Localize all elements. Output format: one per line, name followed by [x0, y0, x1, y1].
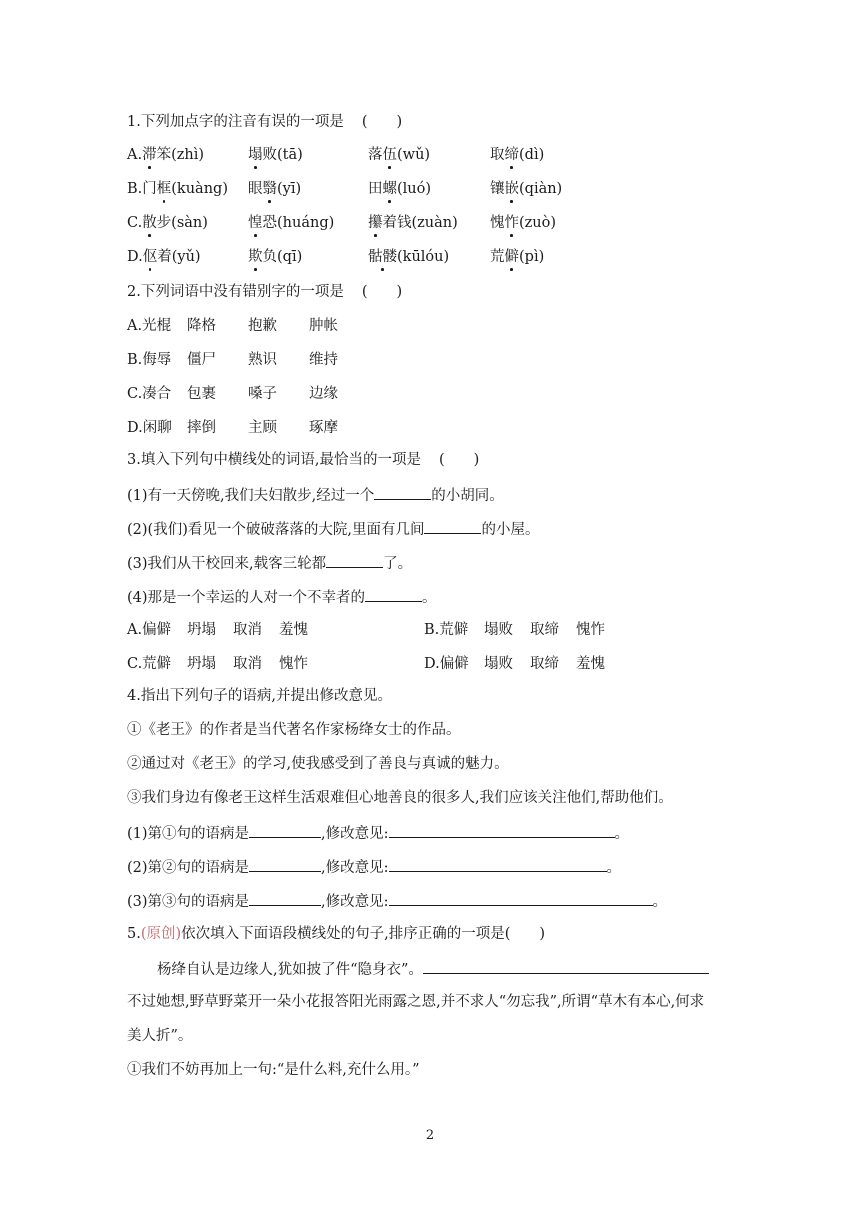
q4-a1-end: 。 — [614, 826, 630, 842]
q3-s2-text: (2)(我们)看见一个破破落落的大院,里面有几间 — [127, 522, 425, 538]
q2-option-c-word-4: 边缘 — [309, 386, 338, 402]
q1-answer-paren: ( ) — [361, 114, 403, 130]
q4-sentence-3: ③我们身边有像老王这样生活艰难但心地善良的很多人,我们应该关注他们,帮助他们。 — [127, 790, 673, 806]
q4-answer-1 — [127, 822, 629, 844]
q2-answer-paren: ( ) — [361, 284, 403, 300]
q4-a2-mid: ,修改意见: — [321, 860, 389, 876]
q1-word-prefix: 田 — [368, 181, 383, 197]
q3-option-a-word-2: 坍塌 — [187, 622, 216, 638]
q5-number: 5. — [127, 926, 141, 942]
q5-original-tag: (原创) — [140, 926, 182, 942]
q2-option-d-word-4: 琢摩 — [309, 420, 338, 436]
q2-option-d-word-2: 摔倒 — [187, 420, 216, 436]
q1-dotted-character: 翳 — [262, 181, 277, 197]
q1-word-suffix: 恐(huáng) — [262, 215, 335, 231]
q2-option-c-word-1: C.凑合 — [127, 386, 172, 402]
q1-dotted-character: 滞 — [142, 147, 157, 163]
q1-option-b-word-1 — [127, 179, 228, 199]
q3-s2-blank — [424, 518, 481, 534]
q1-dotted-character: 螺 — [382, 181, 397, 197]
q4-a2-end: 。 — [606, 860, 622, 876]
q2-option-c-word-3: 嗓子 — [248, 386, 277, 402]
q2-option-b-word-3: 熟识 — [248, 352, 277, 368]
q3-sentence-3 — [127, 552, 412, 574]
q1-word-suffix: (wǔ) — [397, 147, 431, 163]
q5-paragraph-line-2: 不过她想,野草野菜开一朵小花报答阳光雨露之恩,并不求人“勿忘我”,所谓“草木有本心,何求 — [127, 994, 705, 1010]
q1-title — [127, 112, 402, 132]
q5-item-1: ①我们不妨再加上一句:“是什么料,充什么用。” — [127, 1062, 420, 1078]
q3-option-c-word-4: 愧怍 — [279, 656, 308, 672]
q1-dotted-character: 伍 — [382, 147, 397, 163]
q1-word-prefix: 荒 — [490, 249, 505, 265]
q3-option-d-word-1: D.偏僻 — [424, 656, 469, 672]
q2-title-text: 2.下列词语中没有错别字的一项是 — [127, 284, 344, 300]
q1-option-d-word-3 — [368, 247, 449, 267]
q4-a2-label: (2)第②句的语病是 — [127, 860, 250, 876]
q3-s4-text: (4)那是一个幸运的人对一个不幸者的 — [127, 590, 366, 606]
q3-s2-end: 的小屋。 — [481, 522, 540, 538]
q4-a1-label: (1)第①句的语病是 — [127, 826, 250, 842]
q4-a3-end: 。 — [652, 894, 668, 910]
q4-a3-blank-1 — [249, 890, 321, 906]
q1-word-prefix: 眼 — [248, 181, 263, 197]
q1-word-suffix: (yī) — [277, 181, 302, 197]
q3-s3-blank — [326, 552, 383, 568]
q1-word-suffix: 败(tā) — [262, 147, 303, 163]
q1-dotted-character: 攥 — [368, 215, 383, 231]
q4-a2-blank-2 — [389, 856, 607, 872]
q3-s3-text: (3)我们从干校回来,载客三轮都 — [127, 556, 327, 572]
q3-option-a-word-1: A.偏僻 — [127, 622, 172, 638]
q1-word-prefix: 取 — [490, 147, 505, 163]
q1-dotted-character: 散 — [142, 215, 157, 231]
q3-option-a-word-3: 取消 — [233, 622, 262, 638]
q3-option-b-word-4: 愧怍 — [576, 622, 605, 638]
q3-sentence-4 — [127, 586, 437, 608]
q2-option-a-word-3: 抱歉 — [248, 318, 277, 334]
q2-option-d-word-1: D.闲聊 — [127, 420, 172, 436]
q1-option-d-word-1 — [127, 247, 201, 267]
q5-paragraph-line-3: 美人折”。 — [127, 1028, 193, 1044]
q1-dotted-character: 嵌 — [504, 181, 519, 197]
q1-dotted-character: 塌 — [248, 147, 263, 163]
q1-word-suffix: (zuò) — [519, 215, 557, 231]
q3-s1-text: (1)有一天傍晚,我们夫妇散步,经过一个 — [127, 488, 375, 504]
q3-option-d-word-2: 塌败 — [484, 656, 513, 672]
q1-dotted-character: 惶 — [248, 215, 263, 231]
q1-title-text: 1.下列加点字的注音有误的一项是 — [127, 114, 344, 130]
q1-dotted-character: 怍 — [504, 215, 519, 231]
q5-paragraph-blank — [423, 958, 709, 974]
q3-option-c-word-2: 坍塌 — [187, 656, 216, 672]
q5-paragraph-line-1 — [157, 958, 709, 980]
q4-a2-blank-1 — [249, 856, 321, 872]
q1-dotted-character: 框 — [156, 181, 172, 197]
q3-option-c-word-3: 取消 — [233, 656, 262, 672]
q5-para1-text: 杨绛自认是边缘人,犹如披了件“隐身衣”。 — [157, 962, 423, 978]
q1-word-prefix: 镶 — [490, 181, 505, 197]
q1-word-suffix: (kūlóu) — [397, 249, 450, 265]
q2-option-a-word-2: 降格 — [187, 318, 216, 334]
q3-s4-blank — [365, 586, 422, 602]
page-number: 2 — [425, 1128, 435, 1143]
q1-option-d-word-4 — [490, 247, 544, 267]
q3-option-b-word-3: 取缔 — [530, 622, 559, 638]
q1-word-prefix: 愧 — [490, 215, 505, 231]
q1-option-c-word-2 — [248, 213, 334, 233]
q1-option-b-word-4 — [490, 179, 562, 199]
q1-word-suffix: 着(yǔ) — [157, 249, 201, 265]
q4-sentence-1: ①《老王》的作者是当代著名作家杨绛女士的作品。 — [127, 722, 461, 738]
q1-dotted-character: 僻 — [504, 249, 519, 265]
q3-sentence-1 — [127, 484, 504, 506]
q1-word-suffix: (qiàn) — [519, 181, 563, 197]
q3-option-b-word-2: 塌败 — [484, 622, 513, 638]
q3-option-d-word-4: 羞愧 — [576, 656, 605, 672]
q3-s1-blank — [374, 484, 431, 500]
q4-answer-2 — [127, 856, 621, 878]
q1-option-a-word-3 — [368, 145, 430, 165]
q1-word-suffix: 步(sàn) — [156, 215, 208, 231]
q1-option-d-word-2 — [248, 247, 302, 267]
q1-option-b-word-3 — [368, 179, 431, 199]
q5-title-text: 依次填入下面语段横线处的句子,排序正确的一项是( ) — [181, 926, 546, 942]
q1-word-suffix: (dì) — [519, 147, 545, 163]
q3-s3-end: 了。 — [383, 556, 413, 572]
q2-option-c-word-2: 包裹 — [187, 386, 216, 402]
q1-word-prefix: D. — [127, 249, 143, 265]
q1-word-prefix: B.门 — [127, 181, 157, 197]
q2-option-b-word-1: B.侮辱 — [127, 352, 172, 368]
q1-word-suffix: 笨(zhì) — [156, 147, 205, 163]
q3-s4-end: 。 — [422, 590, 437, 606]
q1-dotted-character: 伛 — [142, 249, 158, 265]
q1-option-c-word-3 — [368, 213, 458, 233]
q3-title — [127, 450, 479, 470]
q3-title-text: 3.填入下列句中横线处的词语,最恰当的一项是 — [127, 452, 421, 468]
q4-title: 4.指出下列句子的语病,并提出修改意见。 — [127, 688, 392, 704]
q1-word-suffix: (pì) — [519, 249, 545, 265]
q4-a3-blank-2 — [389, 890, 653, 906]
q3-answer-paren: ( ) — [438, 452, 480, 468]
q1-word-suffix: (luó) — [397, 181, 432, 197]
q3-s1-end: 的小胡同。 — [431, 488, 504, 504]
q3-option-b-word-1: B.荒僻 — [424, 622, 469, 638]
q4-answer-3 — [127, 890, 667, 912]
q4-a3-mid: ,修改意见: — [321, 894, 389, 910]
q4-sentence-2: ②通过对《老王》的学习,使我感受到了善良与真诚的魅力。 — [127, 756, 509, 772]
q4-a1-blank-1 — [249, 822, 321, 838]
q1-word-prefix: C. — [127, 215, 143, 231]
q4-a1-mid: ,修改意见: — [321, 826, 389, 842]
q1-option-c-word-4 — [490, 213, 556, 233]
q1-word-prefix: A. — [127, 147, 143, 163]
q3-option-c-word-1: C.荒僻 — [127, 656, 172, 672]
q4-a1-blank-2 — [389, 822, 615, 838]
q1-dotted-character: 欺 — [248, 249, 263, 265]
q3-option-d-word-3: 取缔 — [530, 656, 559, 672]
q1-option-a-word-2 — [248, 145, 303, 165]
q2-option-b-word-4: 维持 — [309, 352, 338, 368]
q4-a3-label: (3)第③句的语病是 — [127, 894, 250, 910]
q1-word-suffix: (kuàng) — [171, 181, 228, 197]
q3-option-a-word-4: 羞愧 — [279, 622, 308, 638]
q2-option-b-word-2: 僵尸 — [187, 352, 216, 368]
q1-option-b-word-2 — [248, 179, 301, 199]
q1-option-a-word-4 — [490, 145, 544, 165]
q1-dotted-character: 骷髅 — [368, 249, 397, 265]
q3-sentence-2 — [127, 518, 539, 540]
q2-option-a-word-4: 肿帐 — [309, 318, 338, 334]
q2-title — [127, 282, 402, 302]
q1-word-prefix: 落 — [368, 147, 383, 163]
q1-option-a-word-1 — [127, 145, 204, 165]
q1-dotted-character: 缔 — [504, 147, 519, 163]
q5-title — [127, 924, 545, 944]
q1-word-suffix: 负(qī) — [262, 249, 303, 265]
q2-option-d-word-3: 主顾 — [248, 420, 277, 436]
q2-option-a-word-1: A.光棍 — [127, 318, 172, 334]
q1-word-suffix: 着钱(zuàn) — [382, 215, 458, 231]
q1-option-c-word-1 — [127, 213, 208, 233]
